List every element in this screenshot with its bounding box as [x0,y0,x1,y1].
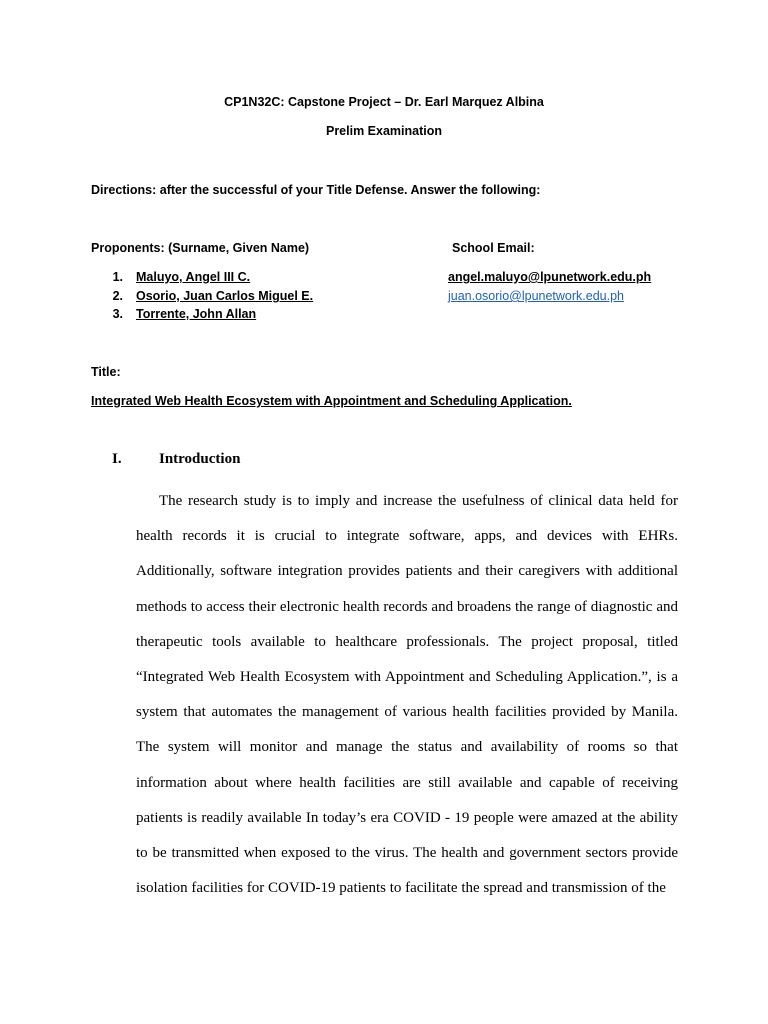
course-line: CP1N32C: Capstone Project – Dr. Earl Marquez Albina [224,95,544,109]
proponent-number: 1. [112,270,123,284]
proponent-name: Osorio, Juan Carlos Miguel E. [136,289,314,303]
section-heading: Introduction [159,451,241,467]
section-number: I. [112,451,122,467]
proponent-name: Torrente, John Allan [136,307,257,321]
title-label: Title: [91,365,121,379]
proponents-label: Proponents: (Surname, Given Name) [91,241,310,255]
directions-text: Directions: after the successful of your Title Defense. Answer the following: [91,183,541,197]
exam-line: Prelim Examination [325,124,442,138]
title-value: Integrated Web Health Ecosystem with Appointment and Scheduling Application. [91,394,572,408]
introduction-body [136,484,678,906]
proponent-email-link[interactable]: juan.osorio@lpunetwork.edu.ph [448,289,624,303]
proponent-email: angel.maluyo@lpunetwork.edu.ph [448,270,652,284]
school-email-label: School Email: [452,241,535,255]
proponent-number: 3. [112,307,123,321]
proponent-name: Maluyo, Angel III C. [136,270,251,284]
proponent-number: 2. [112,289,123,303]
introduction-paragraph: The research study is to imply and increase the usefulness of clinical data held for health records it is crucial to integrate software, apps, and devices with EHRs. Additionally, software integration provides patients and their caregivers with additional methods to access their electronic health records and broadens the range of diagnostic and therapeutic tools available to healthcare professionals. The project proposal, titled “Integrated Web Health Ecosystem with Appointment and Scheduling Application.”, is a system that automates the management of various health facilities provided by Manila. The system will monitor and manage the status and availability of rooms so that information about where health facilities are still available and capable of receiving patients is readily available In today’s era COVID - 19 people were amazed at the ability to be transmitted when exposed to the virus. The health and government sectors provide isolation facilities for COVID-19 patients to facilitate the spread and transmission of the [136,493,678,897]
